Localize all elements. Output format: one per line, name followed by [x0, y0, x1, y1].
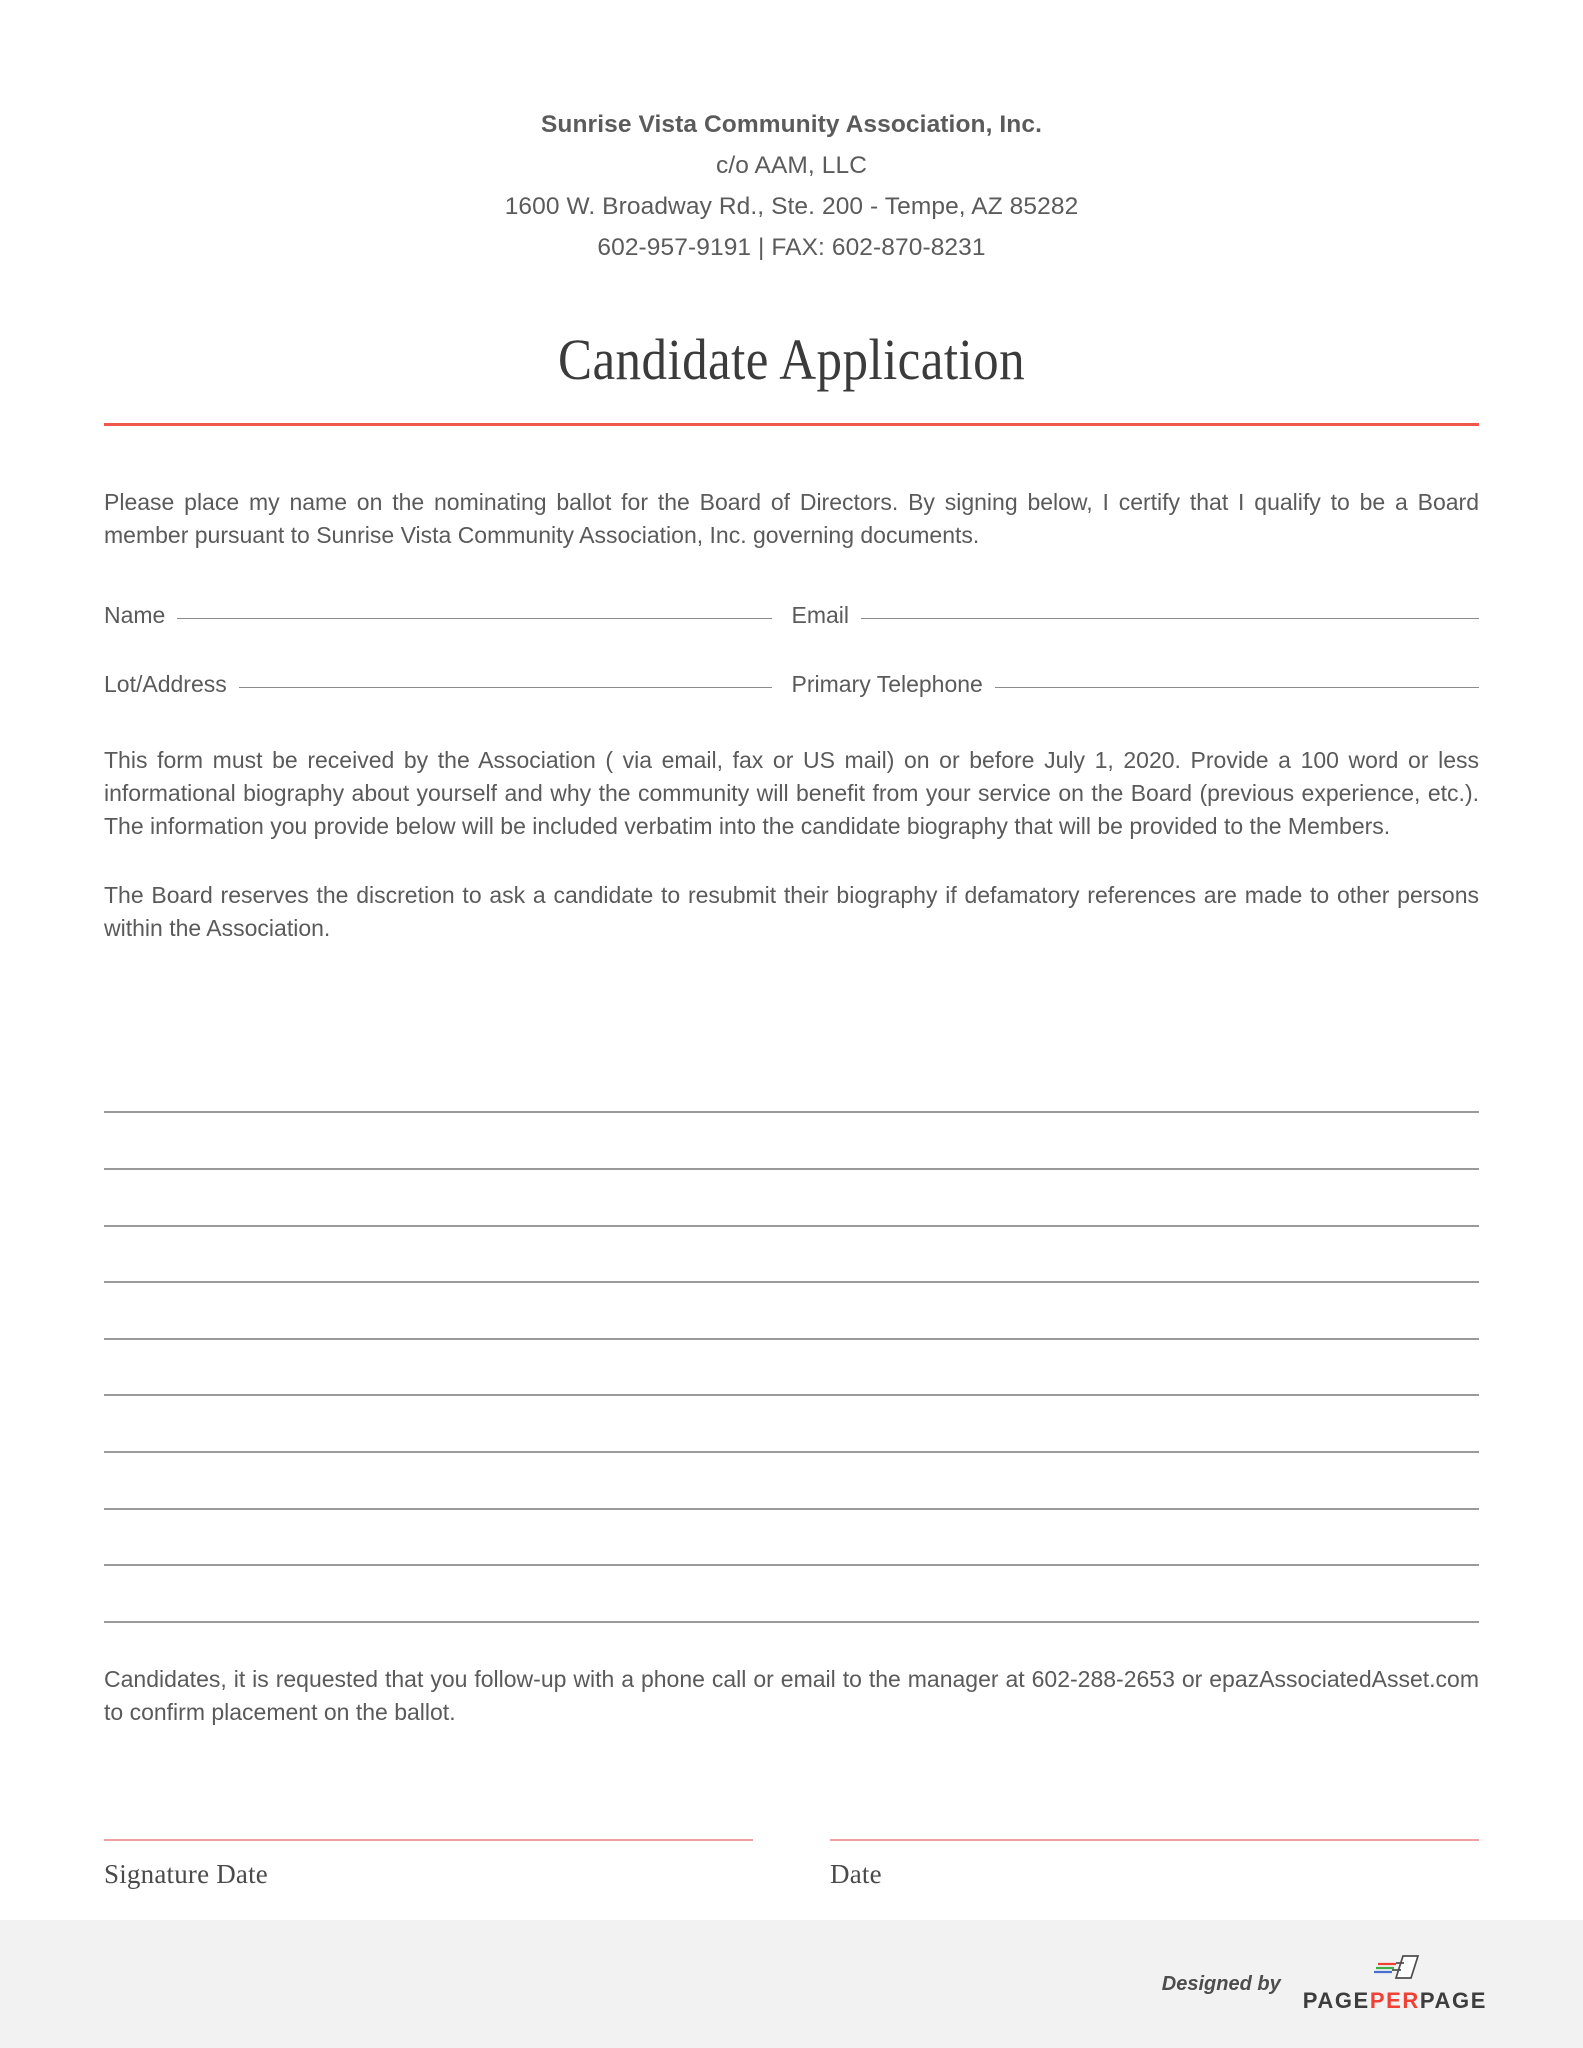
field-label-email: Email	[791, 601, 850, 628]
signature-date-label: Signature Date	[104, 1858, 268, 1889]
biography-line[interactable]	[104, 1113, 1479, 1170]
address-line: 1600 W. Broadway Rd., Ste. 200 - Tempe, AZ 85282	[504, 193, 1079, 220]
biography-line[interactable]	[104, 1227, 1479, 1284]
email-input-line[interactable]	[861, 618, 1479, 619]
name-input-line[interactable]	[177, 618, 771, 619]
field-label-lot-address: Lot/Address	[104, 670, 227, 697]
title-divider	[104, 423, 1479, 426]
pageperpage-logo-icon	[1374, 1954, 1420, 1987]
pageperpage-brand[interactable]	[1303, 1954, 1487, 2014]
biography-write-area[interactable]	[104, 1057, 1479, 1623]
instructions-paragraph: This form must be received by the Association ( via email, fax or US mail) on or before July 1, 2020. Provide a 100 word or less informational biography about yourself and why the community will benefit from your service on the Board (previous experience, etc.). The information you provide below will be included verbatim into the candidate biography that will be provided to the Members.	[104, 746, 1479, 839]
biography-line[interactable]	[104, 1340, 1479, 1397]
brand-part-per: PER	[1369, 1988, 1420, 2013]
phone-fax-line: 602-957-9191 | FAX: 602-870-8231	[597, 234, 986, 261]
field-email[interactable]	[792, 602, 1480, 629]
biography-line[interactable]	[104, 1170, 1479, 1227]
primary-telephone-input-line[interactable]	[995, 687, 1479, 688]
field-lot-address[interactable]	[104, 671, 792, 698]
followup-paragraph: Candidates, it is requested that you follow-up with a phone call or email to the manager at 602-288-2653 or epazAssociatedAsset.com to confirm placement on the ballot.	[104, 1665, 1479, 1725]
biography-line[interactable]	[104, 1566, 1479, 1623]
applicant-fields	[104, 602, 1479, 698]
field-label-primary-telephone: Primary Telephone	[791, 670, 983, 697]
field-label-name: Name	[104, 601, 166, 628]
page-title: Candidate Application	[557, 327, 1026, 392]
biography-line[interactable]	[104, 1453, 1479, 1510]
organization-name: Sunrise Vista Community Association, Inc.	[540, 111, 1043, 138]
biography-line[interactable]	[104, 1283, 1479, 1340]
intro-paragraph: Please place my name on the nominating ballot for the Board of Directors. By signing below, I certify that I qualify to be a Board member pursuant to Sunrise Vista Community Association, Inc. governing documents.	[104, 488, 1479, 548]
field-row-address-phone	[104, 671, 1479, 698]
page-footer	[0, 1920, 1583, 2048]
document-body	[0, 486, 1583, 1890]
lot-address-input-line[interactable]	[239, 687, 772, 688]
field-row-name-email	[104, 602, 1479, 629]
brand-part-page-2: PAGE	[1419, 1988, 1487, 2013]
brand-part-page-1: PAGE	[1302, 1988, 1370, 2013]
signature-date-line[interactable]	[104, 1839, 753, 1841]
board-note-paragraph: The Board reserves the discretion to ask a candidate to resubmit their biography if defamatory references are made to other persons within the Association.	[104, 881, 1479, 941]
biography-line[interactable]	[104, 1396, 1479, 1453]
care-of-line: c/o AAM, LLC	[716, 152, 867, 179]
date-column	[830, 1839, 1479, 1890]
signature-date-column	[104, 1839, 753, 1890]
brand-wordmark	[1303, 1988, 1487, 2014]
designed-by-label: Designed by	[1161, 1972, 1281, 1995]
date-label: Date	[830, 1858, 882, 1889]
biography-line[interactable]	[104, 1057, 1479, 1114]
biography-line[interactable]	[104, 1510, 1479, 1567]
signature-block	[104, 1839, 1479, 1890]
date-line[interactable]	[830, 1839, 1479, 1841]
letterhead	[0, 0, 1583, 268]
field-name[interactable]	[104, 602, 792, 629]
field-primary-telephone[interactable]	[792, 671, 1480, 698]
